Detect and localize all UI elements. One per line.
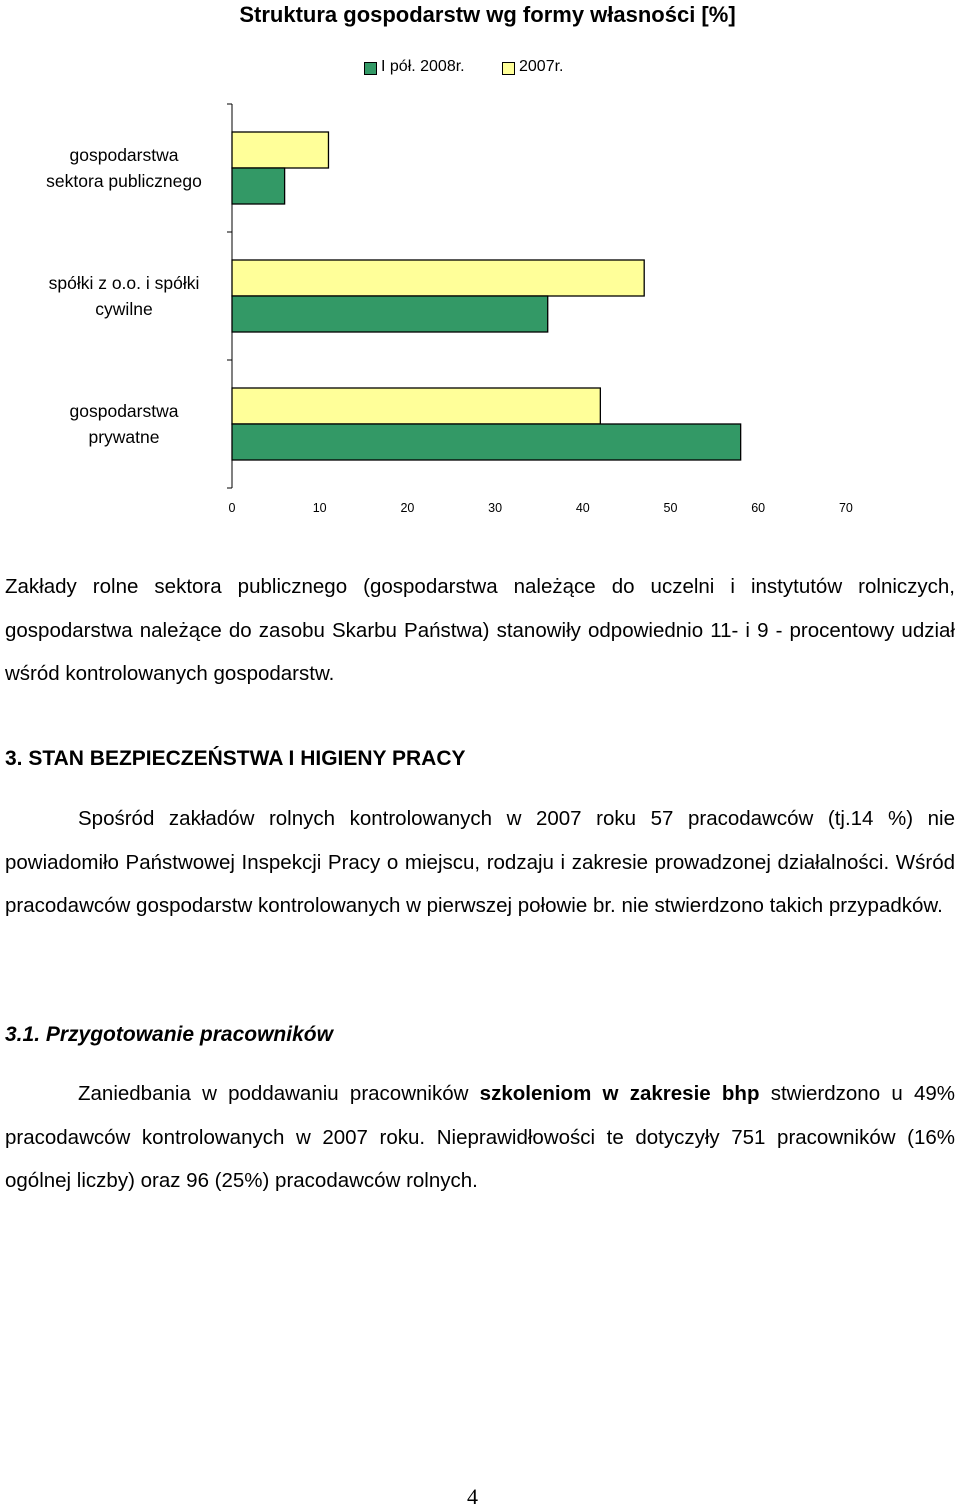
x-tick-label: 60: [751, 501, 766, 515]
legend-label-2007: 2007r.: [519, 58, 564, 75]
paragraph-employers-notification: Spośród zakładów rolnych kontrolowanych w 2007 roku 57 pracodawców (tj.14 %) nie powiadomiło Państwowej Inspekcji Pracy o miejscu, rodzaju i zakresie prowadzonej działalności. Wśród pracodawców gospodarstw kontrolowanych w pierwszej połowie br. nie stwierdzono takich przypadków.: [5, 807, 955, 917]
x-tick-label: 40: [575, 501, 590, 515]
category-label: cywilne: [95, 299, 153, 319]
x-tick-label: 70: [838, 501, 853, 515]
chart-plot: [0, 0, 960, 530]
legend-label-2008: I pół. 2008r.: [381, 58, 465, 75]
paragraph-training: [5, 1072, 955, 1203]
training-text-start: Zaniedbania w poddawaniu pracowników: [78, 1082, 480, 1105]
x-tick-label: 30: [488, 501, 503, 515]
paragraph-public-sector: Zakłady rolne sektora publicznego (gospodarstwa należące do uczelni i instytutów rolniczych, gospodarstwa należące do zasobu Skarbu Państwa) stanowiły odpowiednio 11- i 9 - procentowy udział wśród kontrolowanych gospodarstw.: [5, 575, 955, 685]
category-label: gospodarstwa: [69, 145, 179, 165]
chart-title: Struktura gospodarstw wg formy własności [%]: [239, 2, 736, 27]
training-text-rest: stwierdzono u 49% pracodawców kontrolowanych w 2007 roku. Nieprawidłowości te dotyczyły 751 pracowników (16% ogólnej liczby) oraz 96 (25%) pracodawców rolnych.: [5, 1082, 955, 1192]
section-heading-3: 3. STAN BEZPIECZEŃSTWA I HIGIENY PRACY: [5, 747, 466, 770]
x-tick-label: 20: [400, 501, 415, 515]
bar-2008: [232, 168, 285, 204]
category-label: sektora publicznego: [46, 171, 202, 191]
bar-2008: [232, 424, 741, 460]
x-tick-label: 10: [312, 501, 327, 515]
x-tick-label: 50: [663, 501, 678, 515]
section-heading-3-1: 3.1. Przygotowanie pracowników: [5, 1023, 333, 1046]
page-number: 4: [467, 1484, 478, 1509]
category-label: gospodarstwa: [69, 401, 179, 421]
x-tick-label: 0: [228, 501, 236, 515]
bar-2007: [232, 388, 600, 424]
bar-2007: [232, 260, 644, 296]
bar-2007: [232, 132, 328, 168]
bar-2008: [232, 296, 548, 332]
category-label: spółki z o.o. i spółki: [48, 273, 200, 293]
category-label: prywatne: [88, 427, 160, 447]
training-text-bold: szkoleniom w zakresie bhp: [479, 1082, 760, 1105]
